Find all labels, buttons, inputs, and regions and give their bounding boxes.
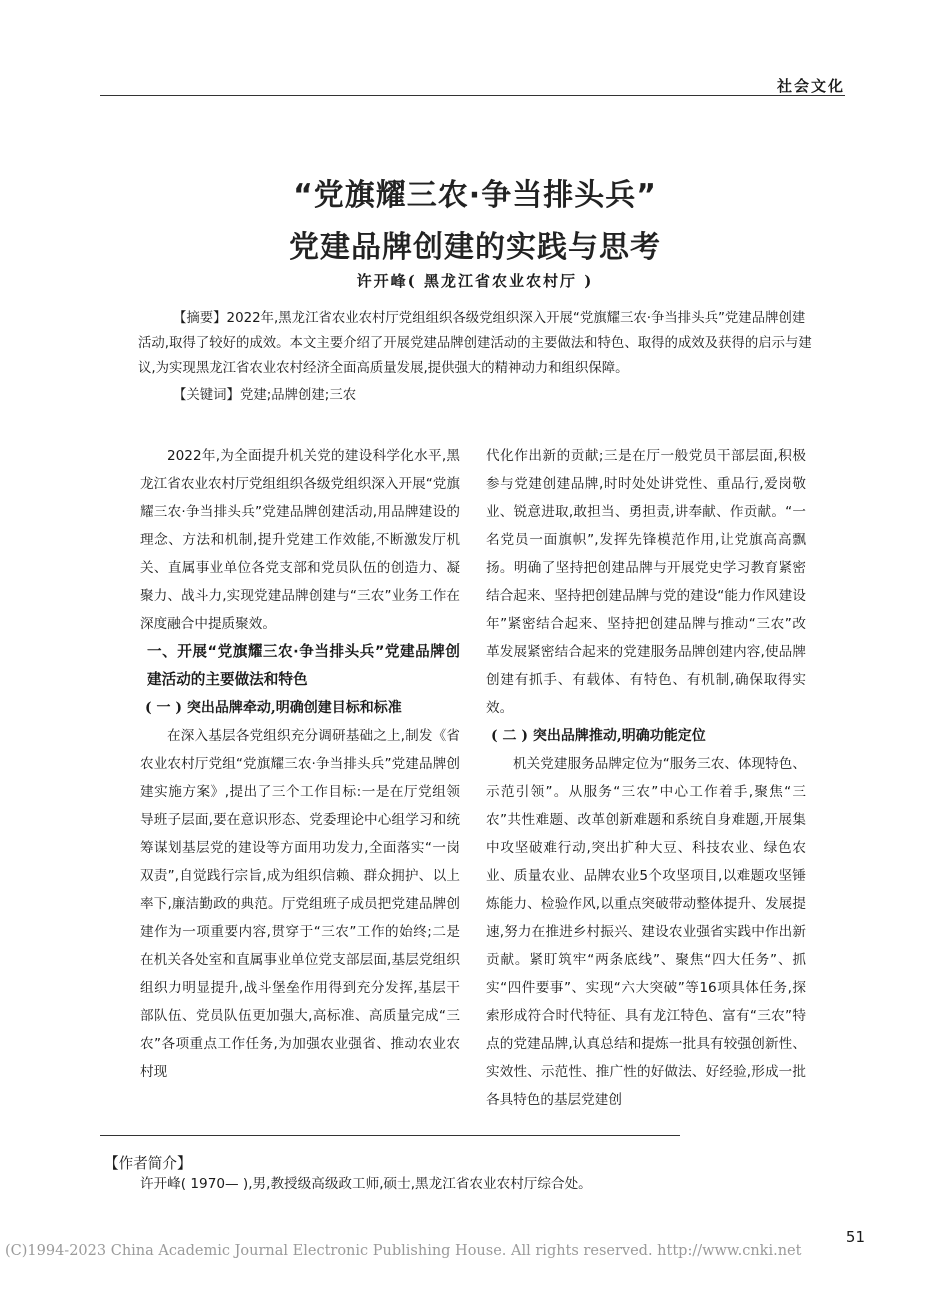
paragraph-2: 机关党建服务品牌定位为“服务三农、体现特色、示范引领”。从服务“三农”中心工作着手,聚焦“三农”共性难题、改革创新难题和系统自身难题,开展集中攻坚破难行动,突出扩种大豆、科技农业、绿色农业、质量农业、品牌农业5个攻坚项目,以难题攻坚锤炼能力、检验作风,以重点突破带动整体提升、发展提速,努力在推进乡村振兴、建设农业强省实践中作出新贡献。紧盯筑牢“两条底线”、聚焦“四大任务”、抓实“四件要事”、实现“六大突破”等16项具体任务,探索形成符合时代特征、具有龙江特色、富有“三农”特点的党建品牌,认真总结和提炼一批具有较强创新性、实效性、示范性、推广性的好做法、好经验,形成一批各具特色的基层党建创 [486, 756, 806, 1108]
keywords: 【关键词】党建;品牌创建;三农 [173, 388, 357, 403]
paragraph-1: 在深入基层各党组织充分调研基础之上,制发《省农业农村厅党组“党旗耀三农·争当排头兵”党建品牌创建实施方案》,提出了三个工作目标:一是在厅党组领导班子层面,要在意识形态、党委理论中心组学习和统筹谋划基层党的建设等方面用功发力,全面落实“一岗双责”,自觉践行宗旨,成为组织信赖、群众拥护、以上率下,廉洁勤政的典范。厅党组班子成员把党建品牌创建作为一项重要内容,贯穿于“三农”工作的始终;二是在机关各处室和直属事业单位党支部层面,基层党组织组织力明显提升,战斗堡垒作用得到充分发挥,基层干部队伍、党员队伍更加强大,高标准、高质量完成“三农”各项重点工作任务,为加强农业强省、推动农业农村现 [140, 728, 460, 1080]
paragraph-1-continued: 代化作出新的贡献;三是在厅一般党员干部层面,积极参与党建创建品牌,时时处处讲党性、重品行,爱岗敬业、锐意进取,敢担当、勇担责,讲奉献、作贡献。“一名党员一面旗帜”,发挥先锋模范作用,让党旗高高飘扬。明确了坚持把创建品牌与开展党史学习教育紧密结合起来、坚持把创建品牌与党的建设“能力作风建设年”紧密结合起来、坚持把创建品牌与推动“三农”改革发展紧密结合起来的党建服务品牌创建内容,使品牌创建有抓手、有载体、有特色、有机制,确保取得实效。 [486, 448, 806, 716]
subheading-2: ( 二 ) 突出品牌推动,明确功能定位 [491, 728, 706, 744]
heading-1: 一、开展“党旗耀三农·争当排头兵”党建品牌创建活动的主要做法和特色 [147, 643, 460, 688]
abstract [138, 306, 812, 381]
author-bio-text: 许开峰( 1970— ),男,教授级高级政工师,硕士,黑龙江省农业农村厅综合处。 [140, 1176, 592, 1192]
intro-paragraph: 2022年,为全面提升机关党的建设科学化水平,黑龙江省农业农村厅党组组织各级党组织深入开展“党旗耀三农·争当排头兵”党建品牌创建活动,用品牌建设的理念、方法和机制,提升党建工作效能,不断激发厅机关、直属事业单位各党支部和党员队伍的创造力、凝聚力、战斗力,实现党建品牌创建与“三农”业务工作在深度融合中提质聚效。 [140, 448, 460, 632]
title-line-2: 党建品牌创建的实践与思考 [289, 230, 661, 265]
abstract-text: 【摘要】2022年,黑龙江省农业农村厅党组组织各级党组织深入开展“党旗耀三农·争当排头兵”党建品牌创建活动,取得了较好的成效。本文主要介绍了开展党建品牌创建活动的主要做法和特色、取得的成效及获得的启示与建议,为实现黑龙江省农业农村经济全面高质量发展,提供强大的精神动力和组织保障。 [138, 311, 812, 376]
section-tag: 社会文化 [776, 77, 845, 95]
footnote-rule [100, 1135, 680, 1136]
subheading-1: ( 一 ) 突出品牌牵动,明确创建目标和标准 [145, 700, 402, 716]
page-number: 51 [845, 1228, 865, 1246]
header-rule [100, 95, 845, 96]
author-line: 许开峰( 黑龙江省农业农村厅 ) [356, 272, 594, 290]
author-bio-label: 【作者简介】 [104, 1155, 192, 1172]
copyright-watermark: (C)1994-2023 China Academic Journal Electronic Publishing House. All rights reserved. http://www.cnki.net [5, 1243, 802, 1259]
left-column [140, 442, 460, 1086]
right-column [486, 442, 806, 1114]
title-line-1: “党旗耀三农·争当排头兵” [293, 178, 657, 213]
